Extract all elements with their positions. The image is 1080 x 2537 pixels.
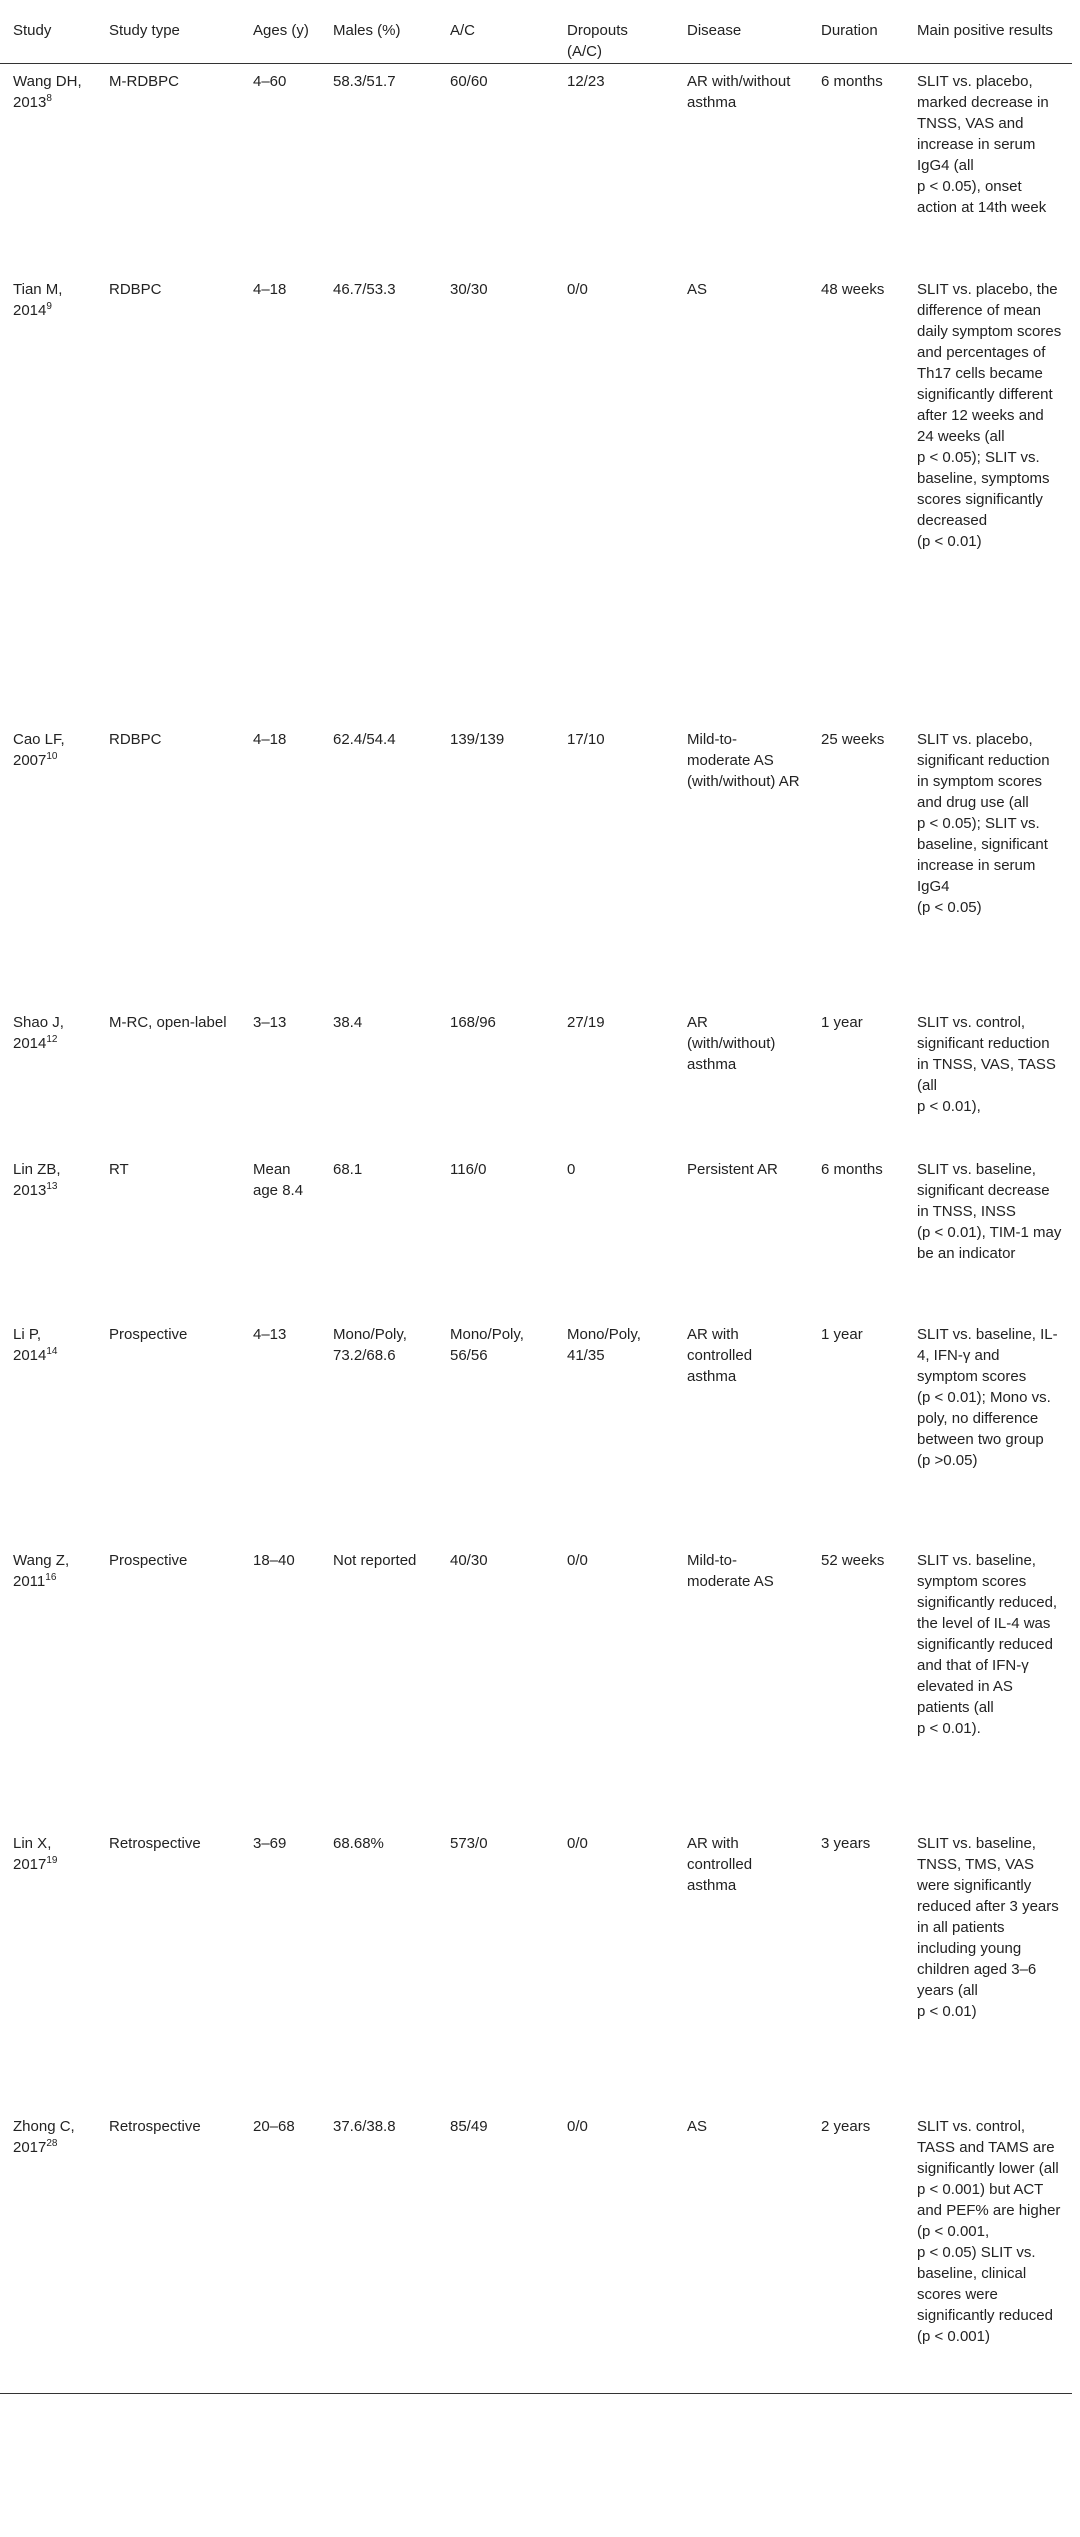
cell-ages — [240, 272, 320, 722]
header-study: Study — [0, 0, 96, 63]
cell-males-text: Not reported — [333, 1552, 417, 1569]
cell-disease-text: AR with controlled asthma — [687, 1326, 753, 1385]
cell-study-type-text: RT — [109, 1161, 129, 1178]
cell-study-text: Tian M, 2014 — [13, 281, 63, 319]
cell-study-type — [96, 1152, 240, 1317]
table-row — [0, 1152, 1072, 1317]
reference-number: 12 — [46, 1034, 58, 1045]
cell-results — [904, 722, 1072, 1005]
table-row — [0, 272, 1072, 722]
cell-males-text: 37.6/38.8 — [333, 2118, 396, 2135]
cell-ac — [437, 1826, 554, 2109]
reference-number: 10 — [46, 751, 58, 762]
cell-males — [320, 2109, 437, 2393]
cell-duration-text: 6 months — [821, 1161, 883, 1178]
cell-study-type-text: Prospective — [109, 1552, 188, 1569]
cell-duration — [808, 1543, 904, 1826]
cell-study-type — [96, 2109, 240, 2393]
cell-study-text: Lin X, 2017 — [13, 1835, 52, 1873]
cell-study-text: Lin ZB, 2013 — [13, 1161, 61, 1199]
cell-dropouts — [554, 1543, 674, 1826]
cell-duration — [808, 1317, 904, 1543]
cell-ac-text: 573/0 — [450, 1835, 488, 1852]
cell-disease-text: Mild-to-moderate AS (with/without) AR — [687, 731, 800, 790]
cell-dropouts-text: 27/19 — [567, 1014, 605, 1031]
cell-study-text: Shao J, 2014 — [13, 1014, 64, 1052]
cell-dropouts — [554, 1005, 674, 1152]
cell-males-text: 46.7/53.3 — [333, 281, 396, 298]
header-males: Males (%) — [320, 0, 437, 63]
cell-results — [904, 1152, 1072, 1317]
cell-dropouts — [554, 1826, 674, 2109]
cell-duration — [808, 272, 904, 722]
cell-study-type-text: Retrospective — [109, 1835, 201, 1852]
cell-ages — [240, 1317, 320, 1543]
cell-ac — [437, 2109, 554, 2393]
header-results: Main positive results — [904, 0, 1072, 63]
table-row — [0, 722, 1072, 1005]
cell-duration — [808, 722, 904, 1005]
cell-study-text: Zhong C, 2017 — [13, 2118, 75, 2156]
cell-duration — [808, 1152, 904, 1317]
header-disease: Disease — [674, 0, 808, 63]
cell-ages — [240, 1543, 320, 1826]
cell-males — [320, 1317, 437, 1543]
table-row — [0, 63, 1072, 272]
cell-ac-text: 139/139 — [450, 731, 505, 748]
cell-disease — [674, 722, 808, 1005]
cell-disease — [674, 1152, 808, 1317]
cell-ac-text: 30/30 — [450, 281, 488, 298]
cell-dropouts — [554, 63, 674, 272]
cell-study — [0, 1317, 96, 1543]
cell-dropouts-text: 17/10 — [567, 731, 605, 748]
cell-ac — [437, 272, 554, 722]
cell-ages-text: 3–13 — [253, 1014, 287, 1031]
cell-study — [0, 1005, 96, 1152]
cell-ac — [437, 1005, 554, 1152]
cell-disease — [674, 1543, 808, 1826]
table-row — [0, 2109, 1072, 2393]
cell-ac-text: 116/0 — [450, 1161, 487, 1178]
cell-dropouts-text: 0/0 — [567, 2118, 588, 2135]
cell-study-type-text: RDBPC — [109, 731, 162, 748]
cell-males — [320, 272, 437, 722]
cell-results — [904, 1317, 1072, 1543]
cell-study — [0, 1152, 96, 1317]
cell-duration-text: 48 weeks — [821, 281, 885, 298]
cell-disease — [674, 2109, 808, 2393]
cell-duration — [808, 2109, 904, 2393]
cell-study-type — [96, 1543, 240, 1826]
cell-males — [320, 1005, 437, 1152]
cell-duration-text: 2 years — [821, 2118, 871, 2135]
cell-results-text: SLIT vs. baseline, TNSS, TMS, VAS were significantly reduced after 3 years in all patients including young children aged 3–6 years (all p < 0.01) — [917, 1835, 1059, 2020]
cell-ac — [437, 1543, 554, 1826]
cell-study — [0, 272, 96, 722]
cell-ages — [240, 722, 320, 1005]
cell-ac — [437, 63, 554, 272]
cell-dropouts — [554, 1152, 674, 1317]
cell-results-text: SLIT vs. control, significant reduction in TNSS, VAS, TASS (all p < 0.01), — [917, 1014, 1056, 1115]
cell-ages — [240, 1826, 320, 2109]
cell-study-type-text: Retrospective — [109, 2118, 201, 2135]
cell-males-text: Mono/Poly, 73.2/68.6 — [333, 1326, 407, 1364]
cell-disease-text: Mild-to-moderate AS — [687, 1552, 774, 1590]
reference-number: 13 — [46, 1181, 58, 1192]
cell-ages-text: 20–68 — [253, 2118, 295, 2135]
cell-study — [0, 722, 96, 1005]
cell-study-type — [96, 1317, 240, 1543]
cell-duration-text: 3 years — [821, 1835, 871, 1852]
cell-results-text: SLIT vs. placebo, the difference of mean daily symptom scores and percentages of Th17 cells became significantly different after 12 weeks and 24 weeks (all p < 0.05); SLIT vs. baseline, symptoms scores significantly decreased (p < 0.01) — [917, 281, 1062, 550]
cell-disease — [674, 272, 808, 722]
cell-males-text: 38.4 — [333, 1014, 363, 1031]
cell-study — [0, 1543, 96, 1826]
cell-disease — [674, 1317, 808, 1543]
cell-disease-text: AR (with/without) asthma — [687, 1014, 776, 1073]
cell-results — [904, 2109, 1072, 2393]
cell-results — [904, 1826, 1072, 2109]
cell-disease — [674, 1005, 808, 1152]
cell-ac — [437, 1317, 554, 1543]
cell-dropouts — [554, 2109, 674, 2393]
reference-number: 19 — [46, 1855, 58, 1866]
cell-ages-text: 4–60 — [253, 72, 287, 90]
cell-ac — [437, 722, 554, 1005]
cell-ages-text: 18–40 — [253, 1552, 295, 1569]
header-study-type: Study type — [96, 0, 240, 63]
cell-disease-text: AS — [687, 2118, 708, 2135]
cell-ages — [240, 63, 320, 272]
cell-disease-text: AR with controlled asthma — [687, 1835, 753, 1894]
cell-males — [320, 63, 437, 272]
cell-study — [0, 63, 96, 272]
header-row — [0, 0, 1072, 63]
cell-duration-text: 1 year — [821, 1014, 863, 1031]
cell-dropouts — [554, 722, 674, 1005]
cell-study-text: Wang Z, 2011 — [13, 1552, 70, 1590]
cell-results — [904, 1005, 1072, 1152]
cell-disease — [674, 1826, 808, 2109]
cell-ac — [437, 1152, 554, 1317]
cell-study — [0, 2109, 96, 2393]
cell-ages-text: 4–13 — [253, 1326, 287, 1343]
cell-ac-text: Mono/Poly, 56/56 — [450, 1326, 524, 1364]
cell-ages — [240, 1152, 320, 1317]
reference-number: 14 — [46, 1346, 58, 1357]
cell-results — [904, 1543, 1072, 1826]
reference-number: 9 — [46, 301, 52, 312]
cell-ages-text: 4–18 — [253, 281, 287, 298]
cell-study-text: Li P, 2014 — [13, 1326, 47, 1364]
cell-ages — [240, 1005, 320, 1152]
cell-duration — [808, 63, 904, 272]
cell-duration-text: 6 months — [821, 72, 883, 90]
cell-disease — [674, 63, 808, 272]
cell-males-text: 68.68% — [333, 1835, 384, 1852]
cell-study-text: Cao LF, 2007 — [13, 731, 65, 769]
cell-results — [904, 63, 1072, 272]
cell-study-type-text: M-RC, open-label — [109, 1014, 227, 1031]
cell-ages — [240, 2109, 320, 2393]
cell-dropouts-text: 0/0 — [567, 1552, 588, 1569]
cell-study — [0, 1826, 96, 2109]
cell-disease-text: AS — [687, 281, 708, 298]
cell-males — [320, 1826, 437, 2109]
cell-dropouts-text: 0 — [567, 1161, 576, 1178]
cell-ac-text: 85/49 — [450, 2118, 488, 2135]
table-header — [0, 0, 1072, 63]
cell-results — [904, 272, 1072, 722]
cell-ac-text: 60/60 — [450, 72, 488, 90]
cell-duration — [808, 1826, 904, 2109]
cell-results-text: SLIT vs. baseline, symptom scores significantly reduced, the level of IL-4 was significantly reduced and that of IFN-γ elevated in AS patients (all p < 0.01). — [917, 1552, 1058, 1737]
cell-ages-text: 4–18 — [253, 731, 287, 748]
cell-study-type-text: M-RDBPC — [109, 72, 179, 90]
cell-disease-text: AR with/without asthma — [687, 72, 791, 111]
table-body — [0, 63, 1072, 2393]
reference-number: 8 — [46, 92, 52, 104]
cell-dropouts — [554, 1317, 674, 1543]
cell-dropouts-text: Mono/Poly, 41/35 — [567, 1326, 641, 1364]
cell-study-type-text: Prospective — [109, 1326, 188, 1343]
cell-ac-text: 168/96 — [450, 1014, 496, 1031]
cell-dropouts — [554, 272, 674, 722]
cell-duration — [808, 1005, 904, 1152]
cell-males-text: 68.1 — [333, 1161, 363, 1178]
table-row — [0, 1543, 1072, 1826]
cell-ages-text: Mean age 8.4 — [253, 1161, 304, 1199]
header-ac: A/C — [437, 0, 554, 63]
header-duration: Duration — [808, 0, 904, 63]
cell-males-text: 58.3/51.7 — [333, 72, 396, 90]
cell-duration-text: 25 weeks — [821, 731, 885, 748]
cell-disease-text: Persistent AR — [687, 1161, 778, 1178]
cell-study-type-text: RDBPC — [109, 281, 162, 298]
cell-males — [320, 1543, 437, 1826]
cell-duration-text: 52 weeks — [821, 1552, 885, 1569]
table-row — [0, 1005, 1072, 1152]
cell-results-text: SLIT vs. control, TASS and TAMS are significantly lower (all p < 0.001) but ACT and PEF% are higher (p < 0.001, p < 0.05) SLIT vs. baseline, clinical scores were significantly reduced (p < 0.001) — [917, 2118, 1061, 2345]
cell-results-text: SLIT vs. baseline, IL-4, IFN-γ and symptom scores (p < 0.01); Mono vs. poly, no difference between two group (p >0.05) — [917, 1326, 1058, 1469]
cell-ages-text: 3–69 — [253, 1835, 287, 1852]
cell-dropouts-text: 12/23 — [567, 72, 605, 90]
table-row — [0, 1317, 1072, 1543]
cell-study-type — [96, 1826, 240, 2109]
header-ages: Ages (y) — [240, 0, 320, 63]
reference-number: 16 — [45, 1572, 57, 1583]
header-dropouts: Dropouts (A/C) — [554, 0, 674, 63]
reference-number: 28 — [46, 2138, 58, 2149]
cell-study-type — [96, 272, 240, 722]
cell-males-text: 62.4/54.4 — [333, 731, 396, 748]
cell-dropouts-text: 0/0 — [567, 1835, 588, 1852]
cell-males — [320, 1152, 437, 1317]
cell-results-text: SLIT vs. baseline, significant decrease in TNSS, INSS (p < 0.01), TIM-1 may be an indicator — [917, 1161, 1062, 1262]
cell-study-type — [96, 63, 240, 272]
cell-results-text: SLIT vs. placebo, marked decrease in TNSS, VAS and increase in serum IgG4 (all p < 0.05), onset action at 14th week — [917, 72, 1049, 216]
cell-dropouts-text: 0/0 — [567, 281, 588, 298]
cell-study-text: Wang DH, 2013 — [13, 72, 82, 111]
cell-study-type — [96, 1005, 240, 1152]
cell-males — [320, 722, 437, 1005]
cell-ac-text: 40/30 — [450, 1552, 488, 1569]
cell-study-type — [96, 722, 240, 1005]
table-row — [0, 1826, 1072, 2109]
cell-results-text: SLIT vs. placebo, significant reduction in symptom scores and drug use (all p < 0.05); SLIT vs. baseline, significant increase in serum IgG4 (p < 0.05) — [917, 731, 1050, 916]
cell-duration-text: 1 year — [821, 1326, 863, 1343]
